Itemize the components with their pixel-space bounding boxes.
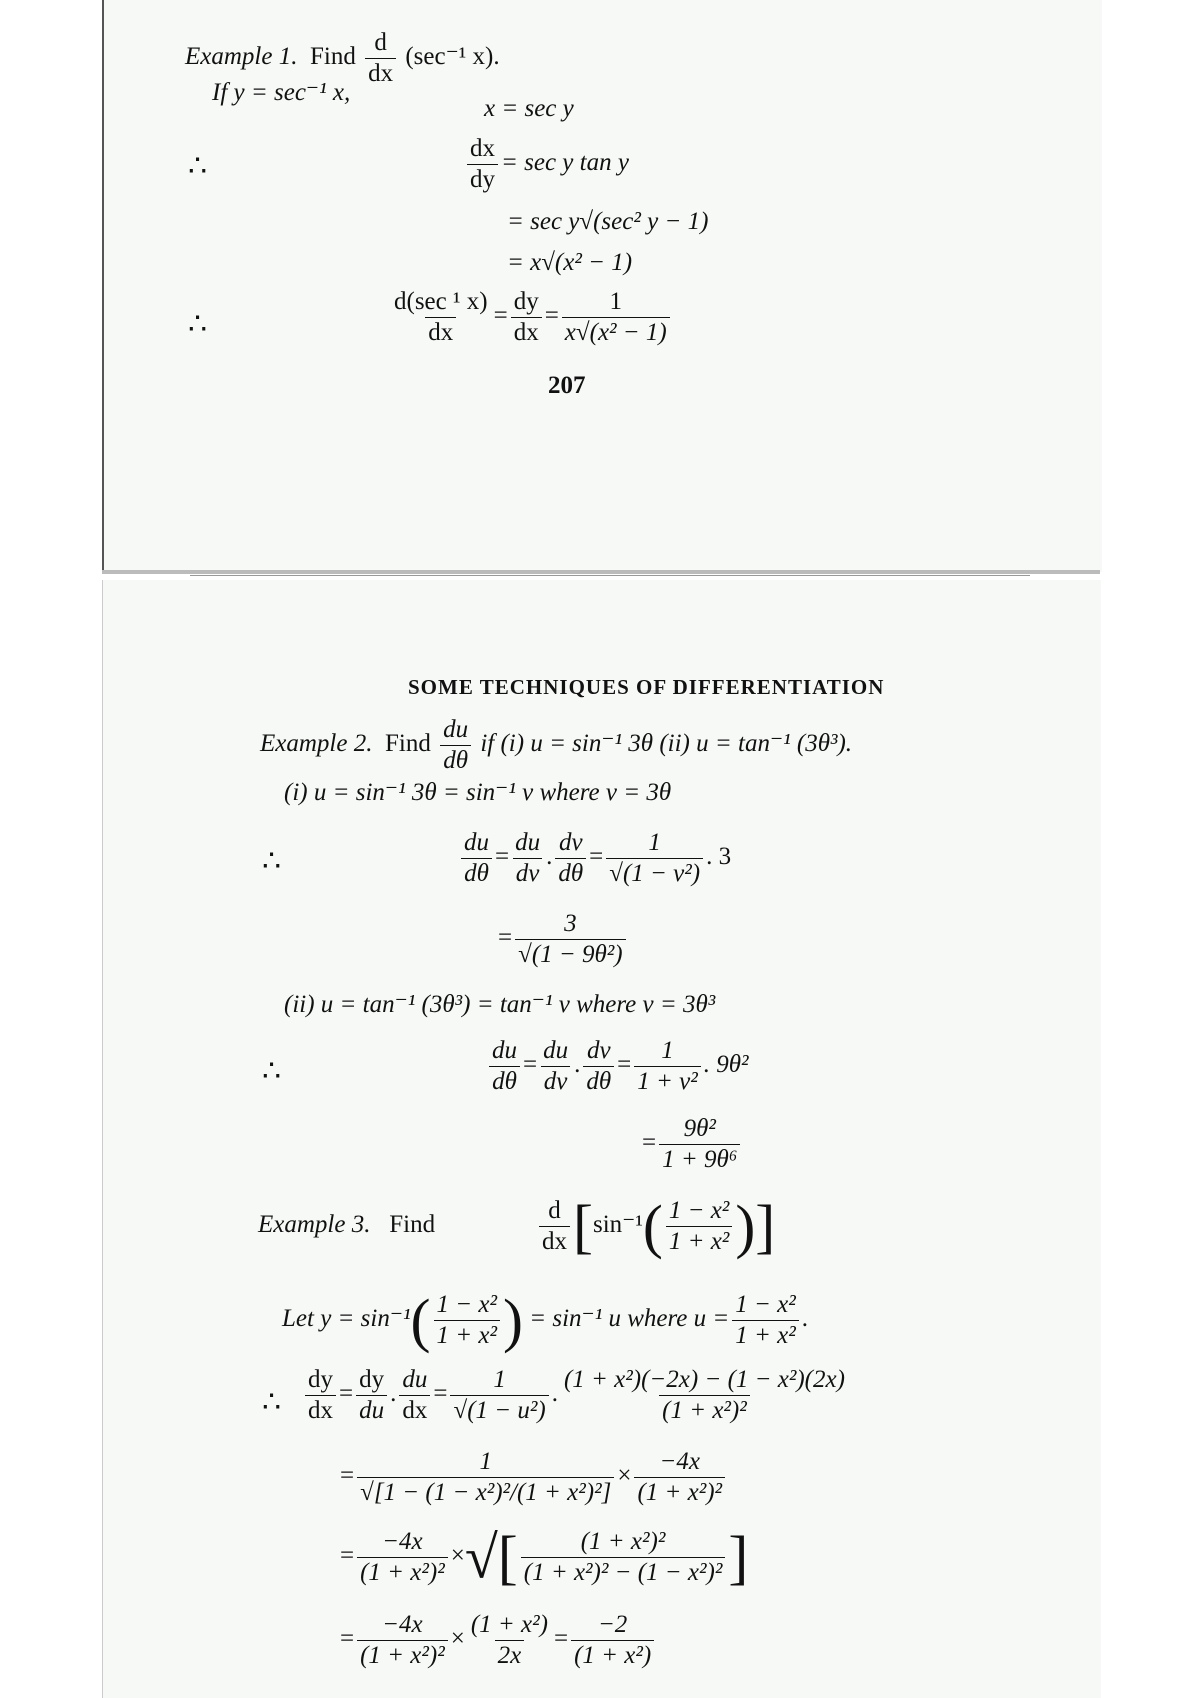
frac-num: 1 − x² <box>735 1291 796 1318</box>
frac-den: 1 + x² <box>666 1226 732 1257</box>
frac-num: 1 <box>661 1037 674 1064</box>
frac-num: 1 <box>648 829 661 856</box>
frac-num: du <box>443 716 469 743</box>
frac-num: dy <box>308 1366 333 1393</box>
frac-den: dx <box>365 58 396 89</box>
equation-4: = x√(x² − 1) <box>507 249 633 276</box>
frac-num: dv <box>586 1037 611 1064</box>
frac-den: dθ <box>583 1066 614 1097</box>
frac-num: d(sec ¹ x) <box>394 288 488 315</box>
frac-den: 1 + x² <box>732 1320 798 1351</box>
frac-num: 1 <box>609 288 623 315</box>
example-1-expression: (sec⁻¹ x). <box>405 43 500 71</box>
frac-num: 1 − x² <box>436 1291 497 1318</box>
part-ii-line: (ii) u = tan⁻¹ (3θ³) = tan⁻¹ v where v = 3θ³ <box>284 991 716 1018</box>
if-line: If y = sec⁻¹ x, <box>212 79 351 106</box>
frac-den: dx <box>399 1395 430 1426</box>
part-i-line: (i) u = sin⁻¹ 3θ = sin⁻¹ v where v = 3θ <box>284 779 672 806</box>
frac-d-dx <box>365 28 396 89</box>
frac-num: (1 + x²)² <box>580 1528 666 1555</box>
frac-num: −4x <box>382 1528 423 1555</box>
frac-num: dy <box>359 1366 385 1393</box>
frac-num: −4x <box>382 1611 423 1638</box>
frac-result <box>562 287 670 348</box>
frac-du-dv <box>540 1036 571 1097</box>
frac-x-ratio <box>434 1290 500 1351</box>
let-y-line: Let y = sin⁻¹( $\frac{\text{1 − x²}}{\text{1 + x²}}$ ) = sin⁻¹ u where u = $\frac{\text{1 − x²}}{\text{1 + x²}}$ . <box>282 1287 808 1354</box>
part-ii-result: = $\frac{\text{9θ²}}{\text{1 + 9θ⁶}}$ <box>642 1114 743 1175</box>
frac-den: dx <box>511 317 542 348</box>
frac-den: √[1 − (1 − x²)²/(1 + x²)²] <box>357 1477 614 1508</box>
frac-inv-sqrt-u <box>450 1365 548 1426</box>
frac-num: du <box>492 1037 517 1064</box>
example-3-label: Example 3. <box>258 1211 371 1238</box>
frac-step-2b <box>521 1527 726 1588</box>
frac-du-dtheta <box>489 1036 520 1097</box>
frac-num: d <box>548 1197 561 1224</box>
frac-dv-dtheta <box>555 828 586 889</box>
frac-quotient <box>561 1365 848 1426</box>
frac-x-ratio <box>666 1196 732 1257</box>
frac-num: dv <box>558 829 583 856</box>
frac-num: dy <box>513 288 539 315</box>
frac-final <box>571 1610 654 1671</box>
frac-num: d <box>374 29 387 56</box>
frac-num: 9θ² <box>683 1115 716 1142</box>
frac-den: (1 + x²)² <box>634 1477 725 1508</box>
frac-den: 1 + v² <box>634 1066 700 1097</box>
frac-dy-dx <box>511 287 542 348</box>
frac-dv-dtheta <box>583 1036 614 1097</box>
example-3-chain-rule: $\frac{dy}{dx}$ = $\frac{dy}{du}$ . $\frac{du}{dx}$ = $\frac{1}{\text{√(1 − u²)}}$ . $\frac{\text{(1 + x²)(−2x) − (1 − x²)(2x)}}{\text{(1 + x²)²}}$ <box>302 1365 851 1426</box>
frac-num: −2 <box>597 1611 628 1638</box>
example-3-step-3: = $\frac{-4x}{\text{(1 + x²)²}}$ × $\frac{\text{(1 + x²)}}{2x}$ = $\frac{-2}{\text{(1 + x²)}}$ <box>340 1610 657 1671</box>
frac-den: dθ <box>461 858 492 889</box>
therefore-symbol: ∴ <box>188 150 208 183</box>
frac-den: dv <box>513 858 543 889</box>
example-3-find: Find <box>389 1211 436 1238</box>
frac-num: dx <box>470 135 495 162</box>
page-number: 207 <box>548 372 586 399</box>
equation-2-rhs: = sec y tan y <box>501 149 629 177</box>
frac-num: (1 + x²)(−2x) − (1 − x²)(2x) <box>563 1366 845 1393</box>
frac-den: 1 + x² <box>434 1320 500 1351</box>
frac-den: 1 + 9θ⁶ <box>659 1144 740 1175</box>
frac-num: 1 − x² <box>668 1197 730 1224</box>
frac-dy-du <box>356 1365 387 1426</box>
page-edge <box>102 570 1100 574</box>
part-i-chain-rule: $\frac{du}{d\theta}$ = $\frac{du}{dv}$ . $\frac{dv}{d\theta}$ = $\frac{1}{\text{√(1 − v²)}}$ . 3 <box>458 828 731 889</box>
example-3-step-1: = $\frac{1}{\text{√[1 − (1 − x²)²/(1 + x²)²]}}$ × $\frac{-4x}{\text{(1 + x²)²}}$ <box>340 1447 728 1508</box>
frac-den: dx <box>425 317 456 348</box>
frac-den: dθ <box>489 1066 520 1097</box>
example-2-label: Example 2. <box>260 730 373 758</box>
frac-num: du <box>402 1366 428 1393</box>
example-1-label: Example 1. <box>185 43 298 71</box>
times-nine: . 9θ² <box>703 1051 749 1079</box>
frac-den: √(1 − u²) <box>450 1395 548 1426</box>
let-y-text: Let y = sin⁻¹ <box>282 1305 411 1333</box>
frac-num: du <box>464 829 489 856</box>
frac-den: 2x <box>495 1640 525 1671</box>
frac-part-ii-result <box>659 1114 740 1175</box>
example-2-heading <box>260 715 852 776</box>
example-3-step-2: = $\frac{-4x}{\text{(1 + x²)²}}$ ×√[ $\frac{\text{(1 + x²)²}}{\text{(1 + x²)² − (1 − x²)²}}$ ] <box>340 1524 749 1591</box>
therefore-symbol: ∴ <box>262 1055 282 1088</box>
frac-du-dtheta <box>440 715 471 776</box>
therefore-symbol: ∴ <box>262 1386 282 1419</box>
frac-step-1b <box>634 1447 725 1508</box>
equation-5: $\frac{\text{d(sec ¹ x)}}{dx}$ = $\frac{dy}{dx}$ = $\frac{1}{\text{x√(x² − 1)}}$ <box>388 287 673 348</box>
frac-num: 1 <box>479 1448 492 1475</box>
frac-den: du <box>356 1395 387 1426</box>
frac-den: dθ <box>440 745 471 776</box>
frac-d-dx <box>539 1196 570 1257</box>
equation-1: x = sec y <box>484 95 574 122</box>
equation-3: = sec y√(sec² y − 1) <box>507 208 709 235</box>
frac-den: √(1 − v²) <box>606 858 703 889</box>
example-2-condition: if (i) u = sin⁻¹ 3θ (ii) u = tan⁻¹ (3θ³). <box>480 730 853 758</box>
frac-part-i <box>606 828 703 889</box>
part-i-result: = $\frac{3}{\text{√(1 − 9θ²)}}$ <box>498 909 629 970</box>
where-u-text: = sin⁻¹ u where u = <box>529 1305 730 1333</box>
running-head: SOME TECHNIQUES OF DIFFERENTIATION <box>408 675 885 699</box>
example-3-expression: $\frac{d}{dx}$ [sin⁻¹( $\frac{\text{1 − x²}}{\text{1 + x²}}$ )] <box>536 1196 775 1257</box>
frac-dsec-dx <box>391 287 491 348</box>
frac-du-dx <box>399 1365 430 1426</box>
frac-u-def <box>732 1290 798 1351</box>
frac-part-ii <box>634 1036 700 1097</box>
frac-den: dv <box>541 1066 571 1097</box>
frac-step-2a <box>357 1527 448 1588</box>
sin-inverse: sin⁻¹ <box>592 1211 643 1239</box>
frac-den: (1 + x²) <box>571 1640 654 1671</box>
page-edge-line <box>190 575 1030 576</box>
example-3-heading <box>258 1210 435 1240</box>
therefore-symbol: ∴ <box>188 308 208 341</box>
frac-step-1a <box>357 1447 614 1508</box>
frac-num: 3 <box>564 910 577 937</box>
frac-step-3b <box>468 1610 551 1671</box>
equation-2 <box>464 134 629 195</box>
frac-den: (1 + x²)² − (1 − x²)² <box>521 1557 726 1588</box>
therefore-symbol: ∴ <box>262 845 282 878</box>
frac-dx-dy <box>467 134 498 195</box>
frac-den: (1 + x²)² <box>357 1640 448 1671</box>
frac-part-i-result <box>515 909 626 970</box>
frac-du-dtheta <box>461 828 492 889</box>
frac-num: −4x <box>659 1448 700 1475</box>
frac-num: (1 + x²) <box>470 1611 548 1638</box>
frac-den: dx <box>305 1395 336 1426</box>
frac-num: du <box>515 829 541 856</box>
frac-den: (1 + x²)² <box>659 1395 750 1426</box>
frac-dy-dx <box>305 1365 336 1426</box>
frac-num: du <box>543 1037 569 1064</box>
frac-den: dx <box>539 1226 570 1257</box>
frac-den: x√(x² − 1) <box>562 317 670 348</box>
frac-den: dy <box>467 164 498 195</box>
frac-num: 1 <box>493 1366 506 1393</box>
frac-du-dv <box>512 828 543 889</box>
part-ii-chain-rule: $\frac{du}{d\theta}$ = $\frac{du}{dv}$ . $\frac{dv}{d\theta}$ = $\frac{1}{\text{1 + v²}}$ . 9θ² <box>486 1036 749 1097</box>
frac-den: dθ <box>555 858 586 889</box>
example-2-find: Find <box>384 730 431 758</box>
frac-den: √(1 − 9θ²) <box>515 939 626 970</box>
example-1-find: Find <box>309 43 356 71</box>
frac-step-3a <box>357 1610 448 1671</box>
frac-den: (1 + x²)² <box>357 1557 448 1588</box>
times-three: . 3 <box>706 843 732 871</box>
